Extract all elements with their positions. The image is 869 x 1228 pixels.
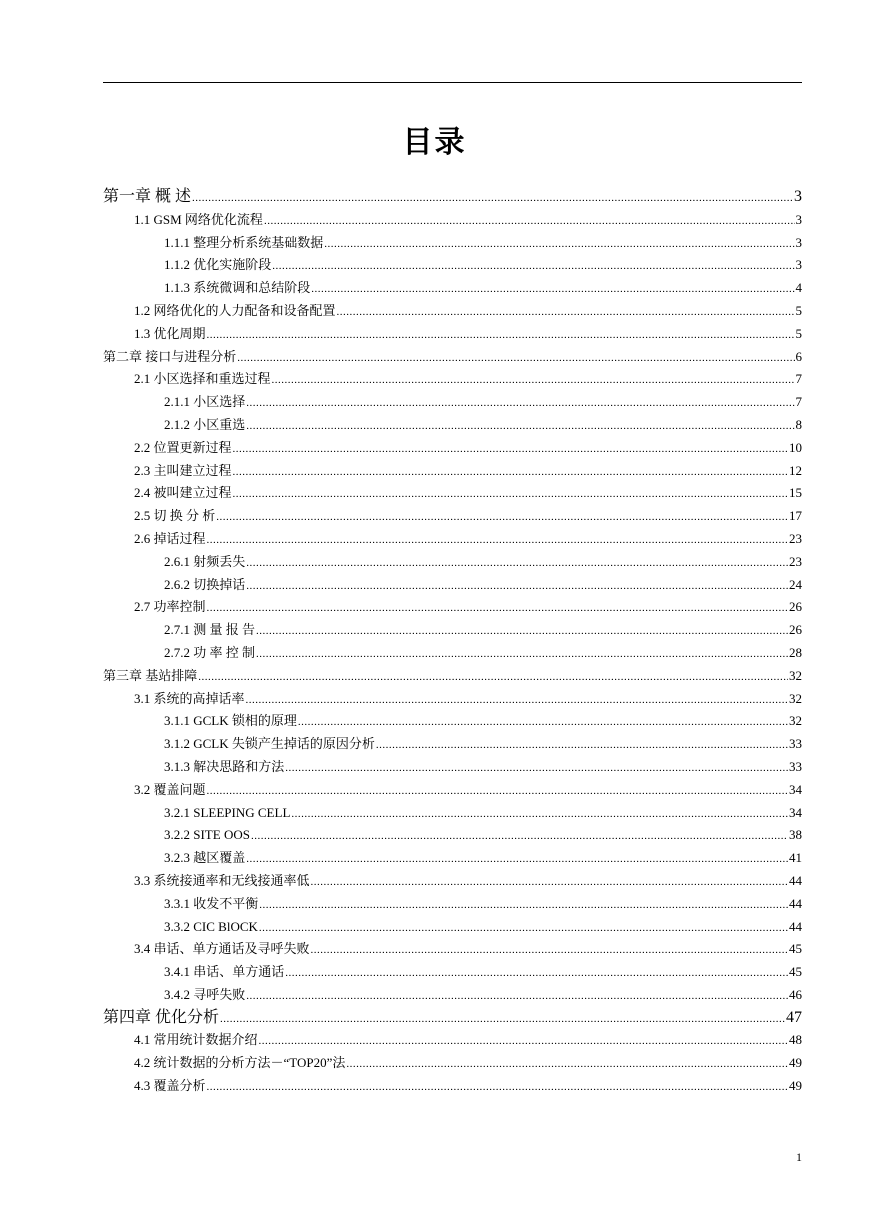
toc-entry-page: 33 <box>789 736 802 752</box>
toc-dot-leader <box>246 985 788 1008</box>
toc-entry-label: 3.2.1 SLEEPING CELL <box>164 804 291 820</box>
toc-entry-page: 5 <box>795 302 802 318</box>
toc-dot-leader <box>246 415 794 438</box>
toc-dot-leader <box>272 255 794 278</box>
toc-dot-leader <box>311 871 788 894</box>
header-rule <box>103 82 802 83</box>
toc-entry-label: 2.7.2 功 率 控 制 <box>164 644 256 660</box>
toc-entry-label: 1.1.1 整理分析系统基础数据 <box>164 234 324 250</box>
toc-entry[interactable] <box>103 619 802 642</box>
toc-entry-label: 3.2.2 SITE OOS <box>164 827 250 843</box>
toc-dot-leader <box>246 575 788 598</box>
toc-entry-label: 2.3 主叫建立过程 <box>134 462 232 478</box>
toc-dot-leader <box>207 780 788 803</box>
toc-entry-page: 17 <box>789 508 802 524</box>
toc-dot-leader <box>233 438 788 461</box>
toc-entry-page: 44 <box>789 895 802 911</box>
toc-entry-page: 23 <box>789 530 802 546</box>
toc-entry[interactable] <box>103 847 802 870</box>
toc-entry[interactable] <box>103 916 802 939</box>
toc-entry-label: 第二章 接口与进程分析 <box>103 348 237 364</box>
toc-entry-page: 24 <box>789 576 802 592</box>
toc-entry[interactable] <box>103 938 802 961</box>
toc-entry-page: 3 <box>795 257 802 273</box>
toc-entry[interactable] <box>103 1029 802 1052</box>
toc-entry-page: 41 <box>789 850 802 866</box>
toc-entry-page: 48 <box>789 1032 802 1048</box>
toc-entry[interactable] <box>103 893 802 916</box>
toc-entry[interactable] <box>103 209 802 232</box>
toc-dot-leader <box>285 962 788 985</box>
toc-entry-label: 3.2.3 越区覆盖 <box>164 850 246 866</box>
toc-dot-leader <box>233 461 788 484</box>
toc-dot-leader <box>207 324 795 347</box>
toc-entry-label: 1.1.3 系统微调和总结阶段 <box>164 280 311 296</box>
toc-entry-label: 4.2 统计数据的分析方法－“TOP20”法 <box>134 1055 346 1071</box>
toc-entry[interactable] <box>103 984 802 1007</box>
toc-dot-leader <box>324 233 794 256</box>
toc-dot-leader <box>259 1030 788 1053</box>
toc-entry[interactable] <box>103 642 802 665</box>
toc-entry[interactable] <box>103 551 802 574</box>
toc-dot-leader <box>233 483 788 506</box>
toc-entry-page: 7 <box>795 371 802 387</box>
toc-entry-label: 2.5 切 换 分 析 <box>134 508 216 524</box>
toc-entry-page: 5 <box>795 325 802 341</box>
toc-entry-label: 2.7.1 测 量 报 告 <box>164 622 256 638</box>
toc-entry[interactable] <box>103 186 802 209</box>
toc-dot-leader <box>259 917 788 940</box>
toc-entry[interactable] <box>103 277 802 300</box>
toc-entry-label: 3.3 系统接通率和无线接通率低 <box>134 872 310 888</box>
toc-entry[interactable] <box>103 300 802 323</box>
toc-entry-label: 3.3.1 收发不平衡 <box>164 895 259 911</box>
toc-entry-page: 47 <box>786 1008 802 1026</box>
toc-entry[interactable] <box>103 824 802 847</box>
toc-dot-leader <box>251 825 788 848</box>
toc-dot-leader <box>264 210 795 233</box>
toc-entry[interactable] <box>103 1052 802 1075</box>
toc-entry-label: 第一章 概 述 <box>103 188 192 205</box>
toc-entry-label: 1.2 网络优化的人力配备和设备配置 <box>134 302 336 318</box>
toc-dot-leader <box>311 278 794 301</box>
toc-entry[interactable] <box>103 961 802 984</box>
toc-entry-label: 第三章 基站排障 <box>103 667 198 683</box>
toc-entry-label: 3.1.2 GCLK 失锁产生掉话的原因分析 <box>164 736 375 752</box>
toc-dot-leader <box>346 1053 788 1076</box>
toc-entry[interactable] <box>103 391 802 414</box>
toc-dot-leader <box>246 552 788 575</box>
toc-entry[interactable] <box>103 1007 802 1030</box>
toc-dot-leader <box>246 689 788 712</box>
toc-entry[interactable] <box>103 596 802 619</box>
toc-dot-leader <box>376 734 788 757</box>
toc-dot-leader <box>207 1076 788 1099</box>
toc-entry-label: 3.1.3 解决思路和方法 <box>164 758 285 774</box>
toc-dot-leader <box>216 506 788 529</box>
toc-entry[interactable] <box>103 437 802 460</box>
toc-entry-label: 1.3 优化周期 <box>134 325 206 341</box>
toc-entry[interactable] <box>103 665 802 688</box>
toc-entry-label: 1.1 GSM 网络优化流程 <box>134 211 263 227</box>
toc-dot-leader <box>311 939 788 962</box>
toc-entry[interactable] <box>103 1075 802 1098</box>
toc-entry-label: 3.4 串话、单方通话及寻呼失败 <box>134 941 310 957</box>
toc-dot-leader <box>272 369 795 392</box>
toc-entry-label: 4.1 常用统计数据介绍 <box>134 1032 258 1048</box>
toc-entry-label: 第四章 优化分析 <box>103 1008 220 1026</box>
toc-entry-page: 4 <box>795 280 802 296</box>
toc-entry[interactable] <box>103 733 802 756</box>
toc-entry-label: 2.4 被叫建立过程 <box>134 485 232 501</box>
toc-entry-label: 2.6.1 射频丢失 <box>164 553 246 569</box>
toc-dot-leader <box>198 666 788 689</box>
toc-entry[interactable] <box>103 779 802 802</box>
toc-dot-leader <box>192 187 793 210</box>
page-number: 1 <box>796 1150 802 1164</box>
toc-entry-page: 49 <box>789 1078 802 1094</box>
toc-entry-page: 3 <box>795 211 802 227</box>
toc-entry-page: 33 <box>789 758 802 774</box>
toc-entry[interactable] <box>103 574 802 597</box>
toc-dot-leader <box>256 620 788 643</box>
toc-entry-page: 23 <box>789 553 802 569</box>
toc-entry-page: 6 <box>795 348 802 364</box>
toc-entry[interactable] <box>103 368 802 391</box>
toc-entry-page: 26 <box>789 599 802 615</box>
toc-entry[interactable] <box>103 528 802 551</box>
toc-entry-page: 34 <box>789 804 802 820</box>
toc-entry[interactable] <box>103 482 802 505</box>
toc-dot-leader <box>291 803 788 826</box>
toc-entry-label: 2.1.1 小区选择 <box>164 394 246 410</box>
toc-entry[interactable] <box>103 505 802 528</box>
toc-entry-label: 3.4.2 寻呼失败 <box>164 986 246 1002</box>
toc-entry-page: 12 <box>789 462 802 478</box>
toc-entry-page: 44 <box>789 918 802 934</box>
toc-dot-leader <box>237 347 794 370</box>
toc-dot-leader <box>256 643 788 666</box>
toc-entry[interactable] <box>103 688 802 711</box>
toc-entry-label: 2.1 小区选择和重选过程 <box>134 371 271 387</box>
toc-entry-label: 3.1.1 GCLK 锁相的原理 <box>164 713 297 729</box>
toc-entry[interactable] <box>103 254 802 277</box>
toc-entry[interactable] <box>103 802 802 825</box>
toc-dot-leader <box>207 597 788 620</box>
toc-dot-leader <box>246 848 788 871</box>
toc-entry[interactable] <box>103 710 802 733</box>
toc-entry-page: 49 <box>789 1055 802 1071</box>
toc-entry-label: 3.2 覆盖问题 <box>134 781 206 797</box>
toc-entry-page: 8 <box>795 416 802 432</box>
toc-entry-page: 3 <box>794 188 802 205</box>
toc-dot-leader <box>337 301 795 324</box>
toc-entry-page: 3 <box>795 234 802 250</box>
toc-entry-label: 2.2 位置更新过程 <box>134 439 232 455</box>
toc-entry[interactable] <box>103 232 802 255</box>
toc-entry-page: 32 <box>789 713 802 729</box>
toc-entry-page: 46 <box>789 986 802 1002</box>
toc-entry-page: 34 <box>789 781 802 797</box>
toc-entry-label: 2.6 掉话过程 <box>134 530 206 546</box>
toc-entry-label: 3.4.1 串话、单方通话 <box>164 964 285 980</box>
toc-entry-label: 4.3 覆盖分析 <box>134 1078 206 1094</box>
toc-dot-leader <box>220 1008 785 1031</box>
toc-entry-page: 10 <box>789 439 802 455</box>
page-title: 目录 <box>402 126 467 159</box>
toc-entry-page: 32 <box>789 667 802 683</box>
toc-entry-label: 3.3.2 CIC BlOCK <box>164 918 258 934</box>
toc-entry-page: 32 <box>789 690 802 706</box>
toc-entry-page: 28 <box>789 644 802 660</box>
toc-entry-page: 45 <box>789 941 802 957</box>
toc-dot-leader <box>207 529 788 552</box>
toc-entry-page: 26 <box>789 622 802 638</box>
toc-dot-leader <box>259 894 788 917</box>
toc-entry-label: 2.1.2 小区重选 <box>164 416 246 432</box>
toc-entry-label: 2.6.2 切换掉话 <box>164 576 246 592</box>
toc-entry-page: 15 <box>789 485 802 501</box>
toc-entry-page: 44 <box>789 872 802 888</box>
toc-entry-page: 7 <box>795 394 802 410</box>
toc-dot-leader <box>298 711 788 734</box>
toc-entry-label: 1.1.2 优化实施阶段 <box>164 257 272 273</box>
toc-entry-page: 45 <box>789 964 802 980</box>
toc-entry[interactable] <box>103 870 802 893</box>
toc-entry[interactable] <box>103 756 802 779</box>
toc-entry-label: 2.7 功率控制 <box>134 599 206 615</box>
toc-entry-label: 3.1 系统的高掉话率 <box>134 690 245 706</box>
toc-dot-leader <box>285 757 788 780</box>
toc-entry-page: 38 <box>789 827 802 843</box>
toc-entry[interactable] <box>103 323 802 346</box>
toc-dot-leader <box>246 392 794 415</box>
toc-entry[interactable] <box>103 414 802 437</box>
toc-entry[interactable] <box>103 346 802 369</box>
toc-entry[interactable] <box>103 460 802 483</box>
table-of-contents <box>103 186 802 1098</box>
